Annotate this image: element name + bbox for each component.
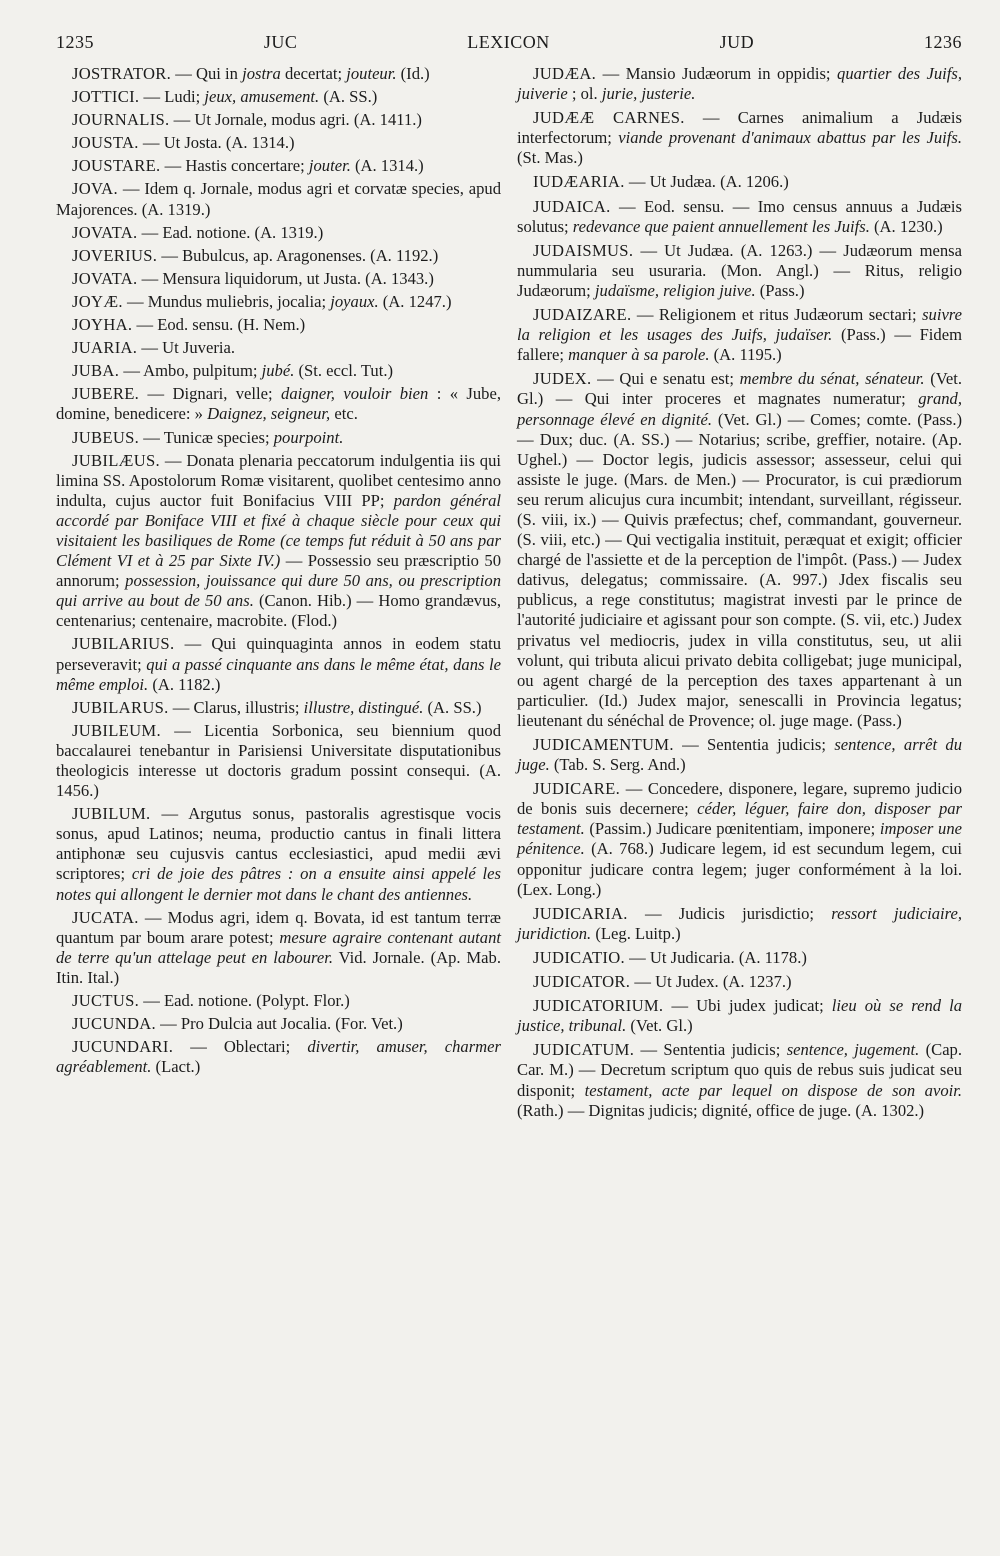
entry-translation: lieu où se rend la justice, tribunal.	[517, 996, 962, 1036]
entry-definition: — Ead. notione.	[141, 222, 251, 242]
dictionary-entry	[56, 804, 501, 904]
entry-translation: sentence, jugement.	[786, 1040, 920, 1060]
entry-source: (A. 1411.)	[353, 110, 422, 130]
dictionary-entry	[517, 779, 962, 900]
entry-definition: — Judicis jurisdictio;	[644, 903, 815, 923]
dictionary-entry	[56, 246, 501, 266]
entry-source: (A. 1343.)	[365, 268, 434, 288]
dictionary-entry	[517, 172, 962, 192]
dictionary-entry	[56, 133, 501, 153]
dictionary-entry	[517, 948, 962, 968]
entry-source: (A. 1314.)	[355, 156, 424, 176]
dictionary-entry	[56, 361, 501, 381]
entry-definition: — Ut Jornale, modus agri.	[173, 110, 350, 130]
entry-headword: JOVATA.	[72, 222, 138, 242]
entry-translation: céder, léguer, faire don, disposer par testament.	[517, 799, 963, 839]
entry-definition-cont: (Vet. Gl.) — Qui inter proceres et magnates numeratur;	[517, 369, 962, 409]
entry-translation-cont: Daignez, seigneur,	[207, 404, 331, 424]
entry-headword: JUCUNDA.	[72, 1014, 156, 1034]
entry-source: etc.	[334, 404, 358, 424]
entry-translation-cont: jouteur.	[346, 64, 397, 83]
entry-definition: — Modus agri, idem q. Bovata, id est tantum terræ quantum par boum arare potest;	[56, 907, 501, 947]
entry-definition: — Qui e senatu est;	[597, 369, 734, 389]
entry-source: (Lact.)	[155, 1057, 201, 1077]
entry-source: (Vet. Gl.)	[630, 1016, 693, 1036]
entry-translation: mesure agraire contenant autant de terre qu'un attelage peut en labourer.	[56, 927, 501, 967]
right-column	[517, 64, 962, 1125]
dictionary-entry	[56, 991, 501, 1011]
entry-headword: JUBILARUS.	[72, 697, 169, 717]
guide-word-left: JUC	[263, 32, 298, 52]
entry-definition: — Ut Josta.	[142, 133, 222, 153]
entry-definition: — Donata plenaria peccatorum indulgentia iis qui limina SS. Apostolorum Romæ visitarent, quolibet centesimo anno indulta, cujus auctor fuit Bonifacius VIII PP;	[56, 450, 501, 510]
entry-source: (A. 768.) Judicare legem, id est secundum legem, cui opponitur judicare contra legem; juger conformément à la loi. (Lex. Long.)	[517, 839, 962, 899]
entry-translation: judaïsme, religion juive.	[594, 280, 756, 300]
entry-headword: JOUSTA.	[72, 133, 139, 153]
dictionary-entry	[56, 292, 501, 312]
entry-headword: JOVA.	[72, 179, 118, 199]
entry-source: (A. 1192.)	[370, 245, 439, 265]
dictionary-entry	[56, 634, 501, 694]
entry-source: (Pass.)	[759, 280, 805, 300]
page-number-left: 1235	[56, 32, 94, 52]
entry-source: (Vet. Gl.) — Comes; comte. (Pass.) — Dux; duc. (A. SS.) — Notarius; scribe, greffier, notaire. (Ap. Ughel.) — Doctor legis, judicis assessor; assesseur, celui qui assiste le juge. (Mars. de Men.) — Procurator, is cui prædiorum seu rerum alicujus cura incumbit; intendant, surveillant, régisseur. (S. viii, ix.) — Quivis præfectus; chef, commandant, gouverneur. (S. viii, etc.) — Qui vectigalia instituit, peræquat et exigit; officier chargé de l'assiette et de la perception de l'impôt. (Pass.) — Judex dativus, delegatus; commissaire. (A. 997.) Jdex fiscalis seu publicus, a rege constitutus; magistrat investi par le prince de l'autorité judiciaire et agissant pour son compte. (S. vii, etc.) Judex privatus vel mediocris, judex in villa constitutus, seu, ut alii volunt, qui tributa alicui privato debita colligebat; juge municipal, ou agent chargé de la perception des taxes appartenant à un particulier. (Id.) Judex major, senescalli in Provincia legatus; lieutenant du sénéchal de Provence; ol. juge mage. (Pass.)	[517, 409, 962, 730]
entry-headword: JUBILEUM.	[72, 720, 161, 740]
entry-definition: — Concedere, disponere, legare, supremo judicio de bonis suis decernere;	[517, 779, 963, 819]
dictionary-entry	[517, 241, 962, 301]
dictionary-entry	[517, 735, 962, 775]
running-title: LEXICON	[467, 32, 550, 52]
left-column	[56, 64, 501, 1125]
entry-translation-cont: manquer à sa parole.	[568, 345, 710, 365]
entry-headword: JOUSTARE.	[72, 156, 161, 176]
entry-translation: membre du sénat, sénateur.	[739, 369, 925, 389]
dictionary-entry	[56, 315, 501, 335]
entry-source: (H. Nem.)	[237, 315, 306, 335]
page-number-right: 1236	[923, 32, 962, 52]
entry-definition: — Argutus sonus, pastoralis agrestisque vocis sonus, apud Latinos; neuma, productio cantus in finali littera antiphonæ seu cujusvis cantus ecclesiastici, apud medii ævi scriptores;	[56, 804, 501, 884]
entry-source: (A. SS.)	[323, 87, 378, 107]
dictionary-entry	[56, 156, 501, 176]
entry-headword: JUBILUM.	[72, 804, 151, 824]
entry-definition: — Mensura liquidorum, ut Justa.	[141, 268, 362, 288]
entry-translation: jostra	[242, 64, 281, 83]
dictionary-entry	[517, 197, 962, 237]
entry-source: (A. 1206.)	[720, 172, 789, 192]
entry-definition: — Bubulcus, ap. Aragonenses.	[161, 245, 367, 265]
entry-definition: — Ead. notione.	[143, 991, 253, 1011]
entry-definition-cont: (Cap. Car. M.) — Decretum scriptum quo quis de rebus suis judicat seu disponit;	[517, 1040, 962, 1100]
entry-source: (Leg. Luitp.)	[595, 923, 681, 943]
entry-headword: JUDÆA.	[533, 64, 597, 83]
entry-definition: — Ut Judex.	[634, 972, 719, 992]
entry-source: (Canon. Hib.) — Homo grandævus, centenarius; centenaire, macrobite. (Flod.)	[56, 591, 501, 631]
entry-definition-cont: ; ol.	[571, 84, 598, 104]
entry-source: (A. 1230.)	[874, 216, 943, 236]
entry-headword: IUDÆARIA.	[533, 172, 625, 192]
entry-translation: suivre la religion et les usages des Juifs, judaïser.	[517, 305, 963, 345]
dictionary-entry	[56, 1037, 501, 1077]
entry-source: (A. 1182.)	[152, 674, 221, 694]
entry-translation: sentence, arrêt du juge.	[517, 735, 962, 775]
entry-headword: JUDÆÆ CARNES.	[533, 108, 685, 128]
entry-source: (A. 1319.)	[254, 222, 324, 242]
dictionary-entry	[56, 698, 501, 718]
text-columns	[56, 64, 962, 1125]
entry-headword: JUDAISMUS.	[533, 240, 634, 260]
entry-translation: joyaux.	[330, 291, 379, 311]
entry-definition: — Carnes animalium a Judæis interfectorum;	[517, 108, 962, 148]
entry-source: (For. Vet.)	[335, 1014, 403, 1034]
entry-definition: — Mansio Judæorum in oppidis;	[602, 64, 831, 83]
entry-definition: — Hastis concertare;	[164, 156, 305, 176]
entry-translation: pourpoint.	[273, 427, 344, 447]
entry-translation: jubé.	[261, 361, 295, 381]
entry-definition: — Ludi;	[143, 87, 201, 107]
entry-translation: illustre, distingué.	[303, 697, 424, 717]
entry-source: (Id.)	[400, 64, 430, 83]
entry-definition: — Ubi judex judicat;	[671, 996, 824, 1016]
entry-source: (Rath.) — Dignitas judicis; dignité, office de juge. (A. 1302.)	[517, 1100, 925, 1120]
dictionary-entry	[56, 721, 501, 801]
entry-headword: JOSTRATOR.	[72, 64, 172, 83]
entry-definition: — Qui quinquaginta annos in eodem statu perseveravit;	[56, 634, 501, 674]
entry-headword: JUDICARE.	[533, 779, 621, 799]
entry-source: (A. 1237.)	[722, 972, 792, 992]
entry-definition: — Ut Juveria.	[141, 338, 235, 358]
dictionary-entry	[56, 338, 501, 358]
dictionary-entry	[56, 451, 501, 632]
entry-source: (Polypt. Flor.)	[256, 991, 350, 1011]
entry-headword: JOURNALIS.	[72, 110, 170, 130]
entry-source: (A. SS.)	[427, 697, 482, 717]
entry-source: (St. eccl. Tut.)	[298, 361, 393, 381]
dictionary-entry	[517, 108, 962, 168]
dictionary-entry	[517, 305, 962, 365]
entry-definition-cont: Vid. Jornale.	[338, 947, 425, 967]
entry-headword: JUDICATOR.	[533, 972, 631, 992]
page-header	[56, 32, 962, 62]
dictionary-entry	[56, 269, 501, 289]
entry-headword: JUCTUS.	[72, 991, 140, 1011]
entry-source: (A. 1247.)	[382, 291, 452, 311]
entry-headword: JOYÆ.	[72, 291, 123, 311]
entry-translation-cont: testament, acte par lequel on dispose de son avoir.	[584, 1080, 962, 1100]
dictionary-entry	[517, 369, 962, 731]
dictionary-entry	[56, 384, 501, 424]
entry-definition: — Idem q. Jornale, modus agri et corvatæ species, apud Majorences.	[56, 179, 501, 219]
entry-definition-cont: (Pass.) — Fidem fallere;	[517, 325, 962, 365]
entry-definition: — Dignari, velle;	[147, 384, 273, 404]
entry-headword: JUDICAMENTUM.	[533, 735, 674, 754]
entry-headword: JUDICATORIUM.	[533, 996, 664, 1016]
entry-definition: — Sententia judicis;	[682, 735, 826, 754]
entry-headword: JUARIA.	[72, 338, 138, 358]
entry-headword: JUDAICA.	[533, 196, 611, 216]
dictionary-entry	[517, 64, 962, 104]
entry-translation-cont: imposer une pénitence.	[517, 819, 962, 859]
entry-headword: JUBILÆUS.	[72, 450, 160, 470]
entry-definition: — Religionem et ritus Judæorum sectari;	[636, 305, 917, 325]
entry-source: (A. 1314.)	[225, 133, 295, 153]
dictionary-entry	[56, 1014, 501, 1034]
entry-translation: qui a passé cinquante ans dans le même état, dans le même emploi.	[56, 654, 501, 694]
entry-source: (St. Mas.)	[517, 148, 583, 168]
dictionary-entry	[517, 904, 962, 944]
entry-definition: — Mundus muliebris, jocalia;	[126, 291, 327, 311]
entry-definition: — Licentia Sorbonica, seu biennium quod baccalaurei tenebantur in Parisiensi Universitate disputationibus theologicis interesse ut doctoris gradum possint consequi.	[56, 720, 501, 780]
dictionary-entry	[517, 972, 962, 992]
entry-headword: JUBERE.	[72, 384, 140, 404]
entry-headword: JUCUNDARI.	[72, 1037, 174, 1057]
dictionary-entry	[56, 179, 501, 219]
entry-definition-cont: decertat;	[284, 64, 343, 83]
dictionary-entry	[56, 223, 501, 243]
entry-translation: daigner, vouloir bien	[281, 384, 429, 404]
entry-translation: jouter.	[308, 156, 351, 176]
entry-translation: jeux, amusement.	[204, 87, 320, 107]
guide-word-right: JUD	[719, 32, 755, 52]
entry-source: (A. 1319.)	[141, 199, 211, 219]
entry-headword: JOVERIUS.	[72, 245, 158, 265]
entry-definition: — Pro Dulcia aut Jocalia.	[160, 1014, 332, 1034]
entry-translation: redevance que paient annuellement les Juifs.	[572, 216, 870, 236]
entry-headword: JUDEX.	[533, 369, 592, 389]
entry-translation: pardon général accordé par Boniface VIII et fixé à chaque siècle pour ceux qui visitaient les basiliques de Rome (ce temps fut réduit à 50 ans par Clément VI et à 25 par Sixte IV.)	[56, 490, 501, 571]
entry-translation: divertir, amuser, charmer agréablement.	[56, 1037, 501, 1077]
entry-definition: — Oblectari;	[190, 1037, 291, 1057]
entry-translation-cont: jurie, justerie.	[601, 84, 696, 104]
dictionary-entry	[56, 87, 501, 107]
entry-definition-cont: : « Jube, domine, benedicere: »	[56, 384, 501, 424]
entry-headword: JUDAIZARE.	[533, 305, 632, 325]
entry-definition: — Tunicæ species;	[143, 427, 270, 447]
entry-definition: — Qui in	[175, 64, 238, 83]
dictionary-entry	[56, 64, 501, 84]
entry-headword: JUDICATUM.	[533, 1040, 635, 1060]
entry-definition: — Ut Judicaria.	[629, 947, 735, 967]
entry-definition-cont: — Possessio seu præscriptio 50 annorum;	[56, 551, 501, 591]
entry-source: (Ap. Mab. Itin. Ital.)	[56, 947, 501, 987]
entry-headword: JUCATA.	[72, 907, 139, 927]
dictionary-entry	[56, 908, 501, 988]
dictionary-entry	[56, 428, 501, 448]
entry-translation: cri de joie des pâtres : on a ensuite ainsi appelé les notes qui allongent le dernier mot dans le chant des antiennes.	[56, 864, 501, 904]
entry-translation-cont: possession, jouissance qui dure 50 ans, ou prescription qui arrive au bout de 50 ans.	[56, 571, 501, 611]
entry-headword: JUBILARIUS.	[72, 634, 175, 654]
entry-source: (A. 1195.)	[713, 345, 782, 365]
entry-headword: JUDICATIO.	[533, 947, 625, 967]
entry-headword: JUBA.	[72, 361, 120, 381]
entry-headword: JUBEUS.	[72, 427, 140, 447]
entry-source: (A. 1456.)	[56, 761, 501, 801]
entry-headword: JOYHA.	[72, 315, 133, 335]
entry-definition: — Eod. sensu. — Imo census annuus a Judæis solutus;	[517, 196, 963, 236]
entry-definition-cont: (Passim.) Judicare pœnitentiam, imponere;	[589, 819, 876, 839]
entry-translation-cont: grand, personnage élevé en dignité.	[517, 389, 962, 429]
entry-definition: — Ut Judæa.	[628, 172, 716, 192]
entry-definition: — Sententia judicis;	[640, 1040, 781, 1060]
dictionary-entry	[56, 110, 501, 130]
dictionary-entry	[517, 996, 962, 1036]
entry-source: (Tab. S. Serg. And.)	[553, 755, 686, 775]
entry-translation: ressort judiciaire, juridiction.	[517, 903, 963, 943]
dictionary-entry	[517, 1040, 962, 1120]
entry-definition: — Eod. sensu.	[136, 315, 234, 335]
entry-translation: viande provenant d'animaux abattus par les Juifs.	[618, 128, 962, 148]
entry-headword: JUDICARIA.	[533, 903, 628, 923]
entry-definition: — Ambo, pulpitum;	[123, 361, 258, 381]
entry-source: (A. 1178.)	[738, 947, 807, 967]
entry-headword: JOTTICI.	[72, 87, 140, 107]
entry-translation: quartier des Juifs, juiverie	[517, 64, 963, 104]
entry-definition: — Clarus, illustris;	[172, 697, 300, 717]
entry-definition: — Ut Judæa. (A. 1263.) — Judæorum mensa nummularia seu usuraria. (Mon. Angl.) — Ritus, religio Judæorum;	[517, 240, 962, 300]
entry-headword: JOVATA.	[72, 268, 138, 288]
